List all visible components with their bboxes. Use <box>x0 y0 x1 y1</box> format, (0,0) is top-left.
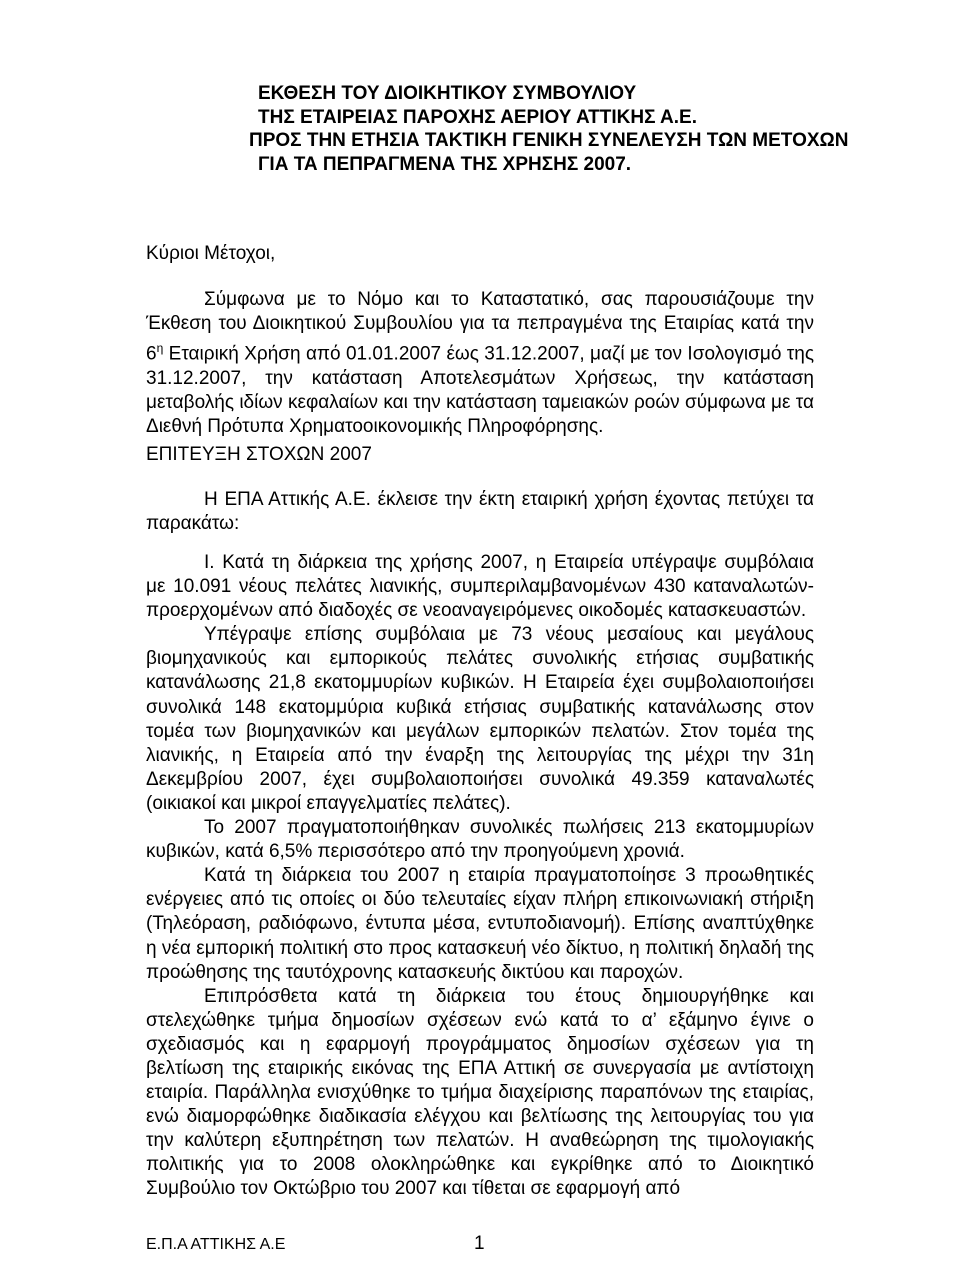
paragraph-3: Το 2007 πραγματοποιήθηκαν συνολικές πωλήσεις 213 εκατομμυρίων κυβικών, κατά 6,5% περισσότερο από την προηγούμενη χρονιά. <box>146 817 814 863</box>
intro-text-2: Εταιρική Χρήση από 01.01.2007 έως 31.12.2007, μαζί με τον Ισολογισμό της 31.12.2007, την κατάσταση Αποτελεσμάτων Χρήσεως, την κατάσταση μεταβολής ιδίων κεφαλαίων και την κατάσταση ταμειακών ροών σύμφωνα με τα Διεθνή Πρότυπα Χρηματοοικονομικής Πληροφόρησης. <box>146 343 814 437</box>
greeting: Κύριοι Μέτοχοι, <box>146 243 276 264</box>
paragraph-1: Ι. Κατά τη διάρκεια της χρήσης 2007, η Εταιρεία υπέγραψε συμβόλαια με 10.091 νέους πελάτες λιανικής, συμπεριλαμβανομένων 430 καταναλωτών-προερχομένων από διαδοχές σε νεοαναγειρόμενες οικοδομές κατασκευαστών. <box>146 552 814 622</box>
page-number: 1 <box>474 1233 485 1254</box>
paragraph-2: Υπέγραψε επίσης συμβόλαια με 73 νέους μεσαίους και μεγάλους βιομηχανικούς και εμπορικούς πελάτες συνολικής ετήσιας συμβατικής κατανάλωσης 21,8 εκατομμυρίων κυβικών. Η Εταιρεία έχει συμβολαιοποιήσει συνολικά 148 εκατομμύρια κυβικά ετήσιας συμβατικής κατανάλωσης στον τομέα των βιομηχανικών και μεγάλων εμπορικών πελατών. Στον τομέα της λιανικής, η Εταιρεία από την έναρξη της λειτουργίας της μέχρι την 31η Δεκεμβρίου 2007, έχει συμβολαιοποιήσει συνολικά 49.359 καταναλωτές (οικιακοί και μικροί επαγγελματίες πελάτες). <box>146 624 814 814</box>
section-heading: ΕΠΙΤΕΥΞΗ ΣΤΟΧΩΝ 2007 <box>146 444 372 465</box>
footer-company: Ε.Π.Α ΑΤΤΙΚΗΣ Α.Ε <box>146 1236 286 1253</box>
section-intro <box>146 488 814 536</box>
intro-text-1: Σύμφωνα με το Νόμο και το Καταστατικό, σας παρουσιάζουμε την Έκθεση του Διοικητικού Συμβουλίου για τα πεπραγμένα της Εταιρίας κατά την 6 <box>146 289 814 365</box>
section-intro-text: Η ΕΠΑ Αττικής Α.Ε. έκλεισε την έκτη εταιρική χρήση έχοντας πετύχει τα παρακάτω: <box>146 489 814 535</box>
title-line-2: ΤΗΣ ΕΤΑΙΡΕΙΑΣ ΠΑΡΟΧΗΣ ΑΕΡΙΟΥ ΑΤΤΙΚΗΣ Α.Ε. <box>258 106 698 128</box>
intro-superscript: η <box>156 341 164 356</box>
paragraph-5: Επιπρόσθετα κατά τη διάρκεια του έτους δημιουργήθηκε και στελεχώθηκε τμήμα δημοσίων σχέσεων ενώ κατά το α’ εξάμηνο έγινε ο σχεδιασμός και η εφαρμογή προγράμματος δημοσίων σχέσεων για τη βελτίωση της εταιρικής εικόνας της ΕΠΑ Αττική σε συνεργασία με αντίστοιχη εταιρία. Παράλληλα ενισχύθηκε το τμήμα διαχείρισης παραπόνων της εταιρίας, ενώ διαμορφώθηκε διαδικασία ελέγχου και βελτίωσης της λειτουργίας του για την καλύτερη εξυπηρέτηση των πελατών. Η αναθεώρηση της τιμολογιακής πολιτικής για το 2008 ολοκληρώθηκε και εγκρίθηκε από το Διοικητικό Συμβούλιο τον Οκτώβριο του 2007 και τίθεται σε εφαρμογή από <box>146 985 814 1200</box>
title-line-3: ΠΡΟΣ ΤΗΝ ΕΤΗΣΙΑ ΤΑΚΤΙΚΗ ΓΕΝΙΚΗ ΣΥΝΕΛΕΥΣΗ ΤΩΝ ΜΕΤΟΧΩΝ <box>249 130 849 151</box>
title-line-4: ΓΙΑ ΤΑ ΠΕΠΡΑΓΜΕΝΑ ΤΗΣ ΧΡΗΣΗΣ 2007. <box>258 153 632 175</box>
paragraph-4: Κατά τη διάρκεια του 2007 η εταιρία πραγματοποίησε 3 προωθητικές ενέργειες από τις οποίες οι δύο τελευταίες είχαν πλήρη επικοινωνιακή στήριξη (Τηλεόραση, ραδιόφωνο, έντυπα μέσα, εντυποδιανομή). Επίσης αναπτύχθηκε η νέα εμπορική πολιτική στο προς κατασκευή νέο δίκτυο, η πολιτική δηλαδή της προώθησης της ταυτόχρονης κατασκευής δικτύου και παροχών. <box>146 865 814 983</box>
document-title <box>249 82 849 176</box>
achievements-body <box>146 551 814 1202</box>
title-line-1: ΕΚΘΕΣΗ ΤΟΥ ΔΙΟΙΚΗΤΙΚΟΥ ΣΥΜΒΟΥΛΙΟΥ <box>258 83 637 104</box>
intro-paragraph <box>146 288 814 439</box>
